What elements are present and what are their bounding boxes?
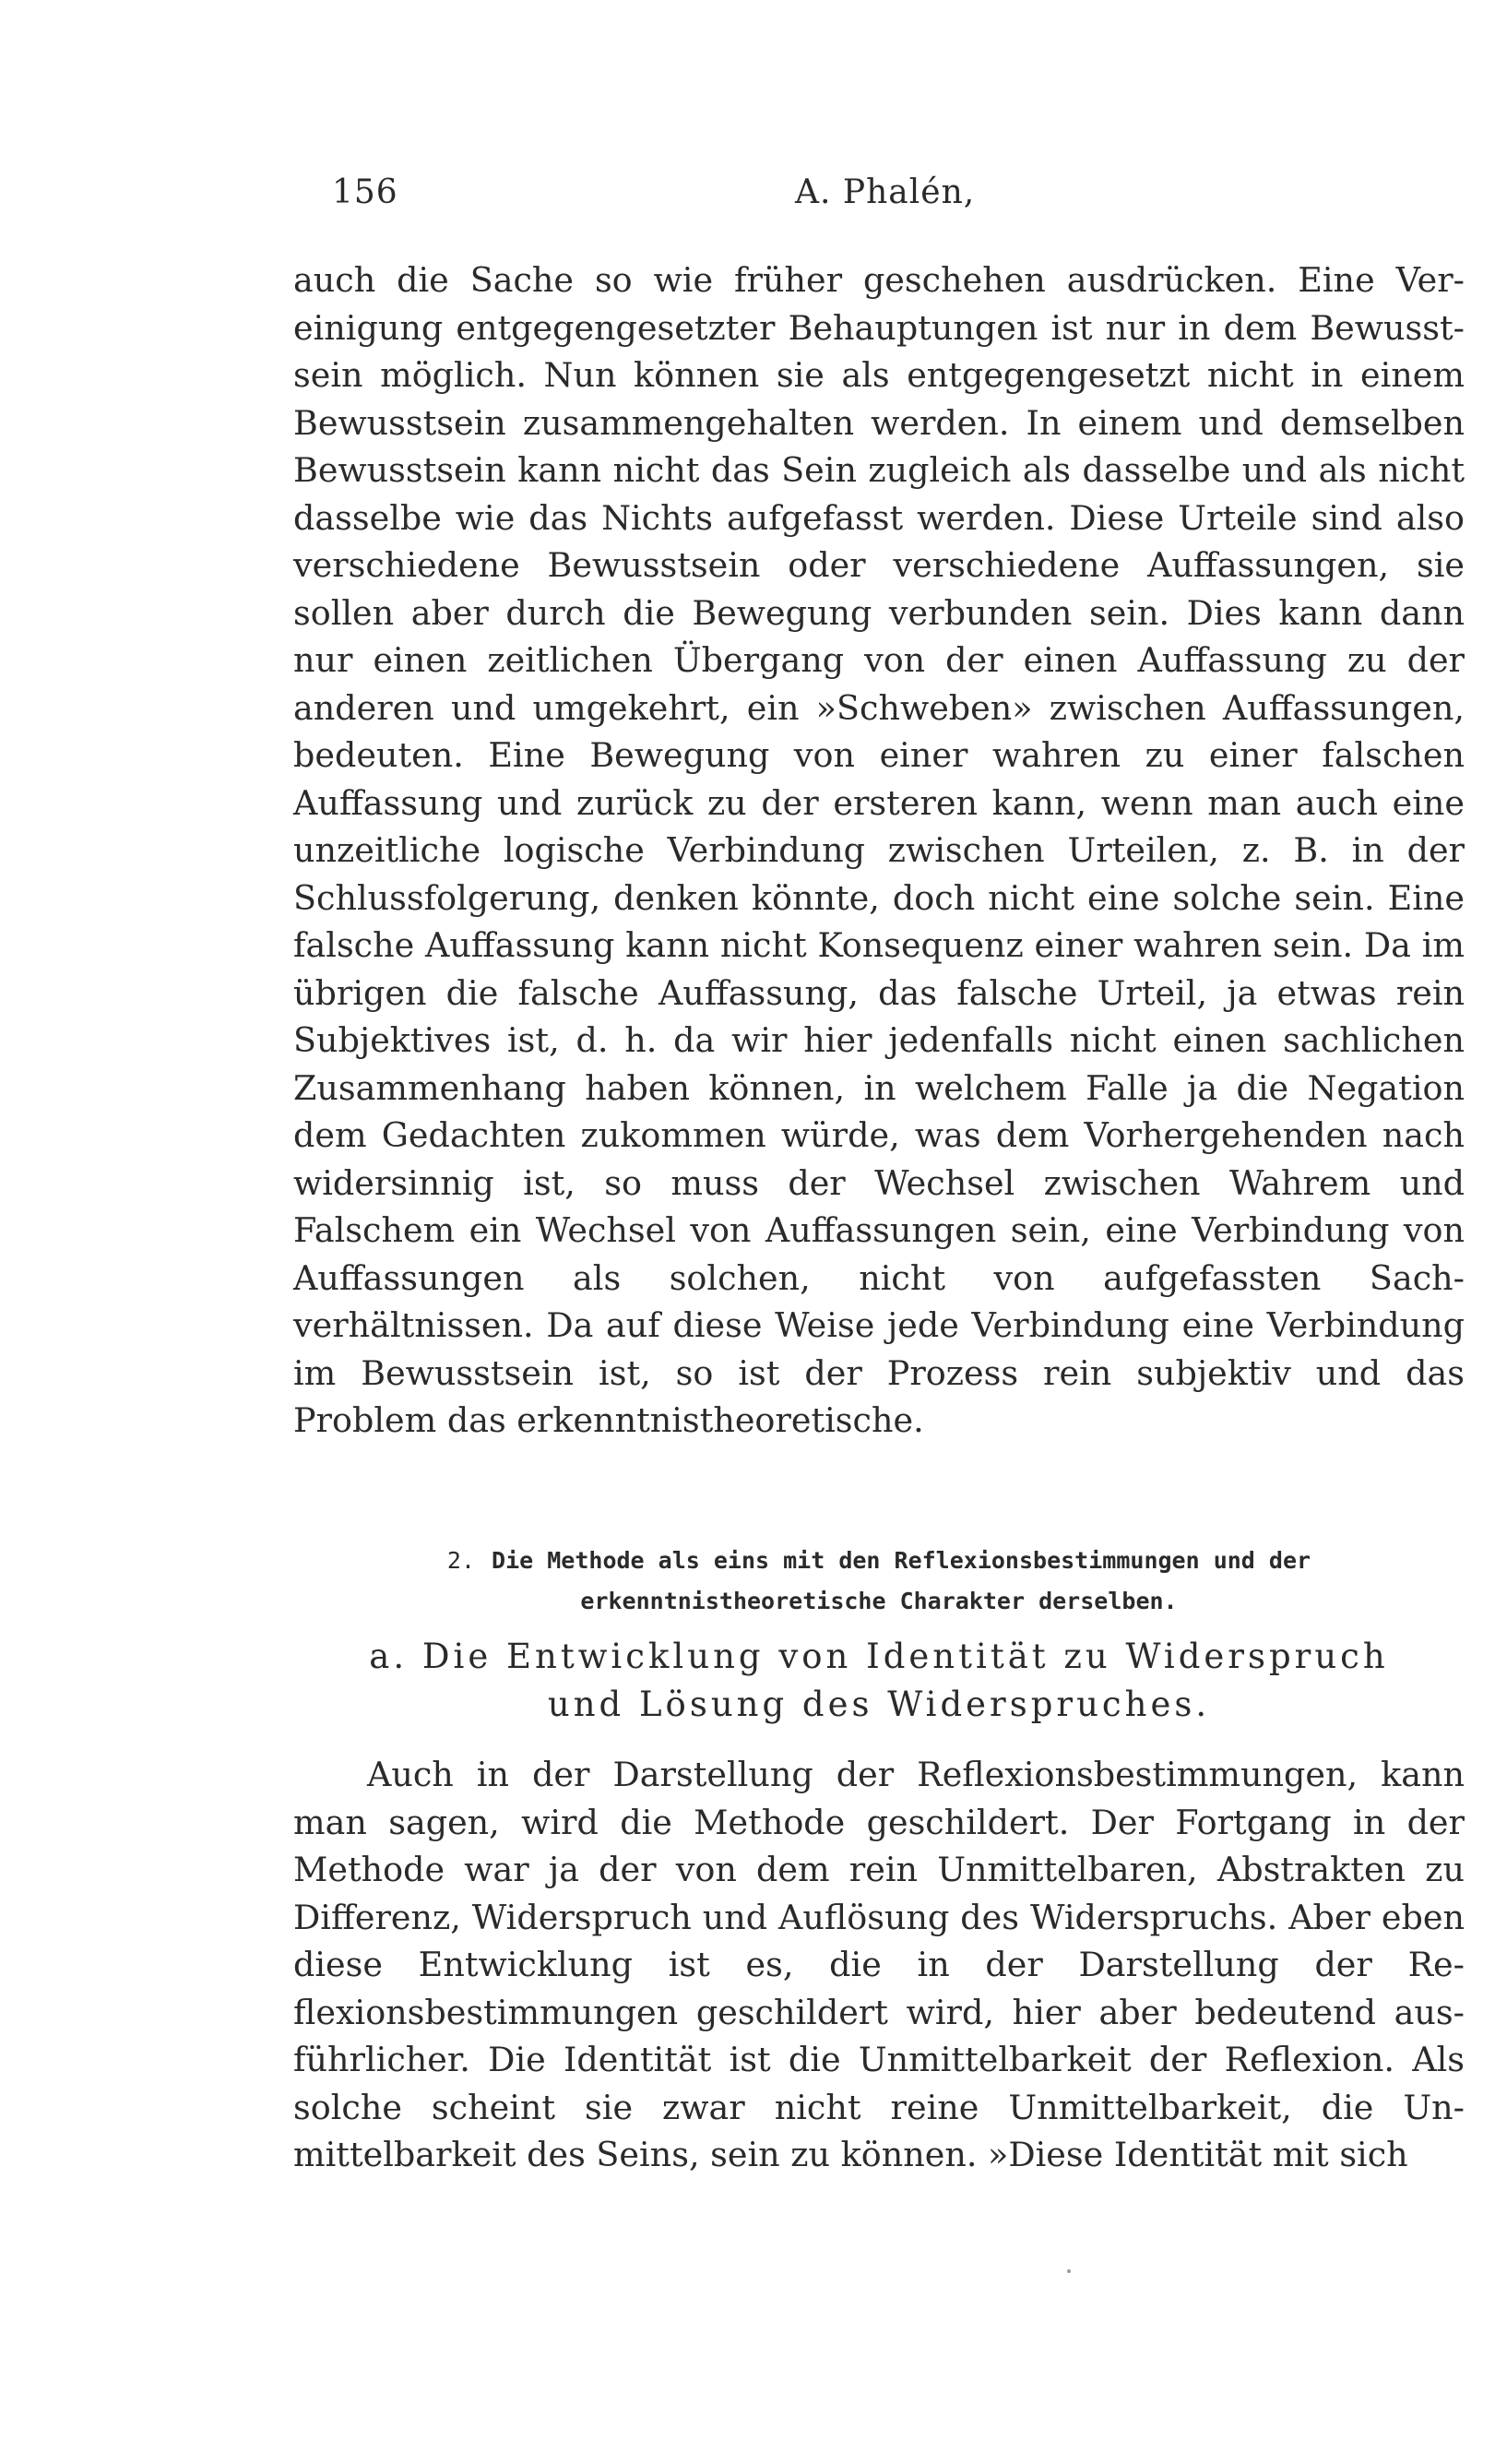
section-title-line-1: Die Methode als eins mit den Reflexionsbestimmungen und der [492, 1547, 1311, 1574]
subsection-heading-line-1 [293, 1633, 1465, 1681]
subsection-heading [293, 1633, 1465, 1729]
subsection-title-line-2: und Lösung des Widerspruches. [547, 1684, 1211, 1724]
body-paragraph-2 [293, 1751, 1465, 2179]
running-head [0, 173, 1495, 220]
scan-speck [1067, 2269, 1071, 2273]
paragraph-text: auch die Sache so wie früher geschehen ausdrücken. Eine Vereinigung entgegengesetzter Behauptungen ist nur in dem Bewusstsein möglich. Nun können sie als entgegengesetzt nicht in einem Bewusstsein zusammengehalten werden. In einem und demselben Bewusstsein kann nicht das Sein zugleich als dasselbe und als nicht dasselbe wie das Nichts aufgefasst werden. Diese Urteile sind also verschiedene Bewusstsein oder verschiedene Auffassungen, sie sollen aber durch die Bewegung verbunden sein. Dies kann dann nur einen zeitlichen Übergang von der einen Auffassung zu der anderen und umgekehrt, ein »Schweben» zwischen Auffassungen, bedeuten. Eine Bewegung von einer wahren zu einer falschen Auffassung und zurück zu der ersteren kann, wenn man auch eine unzeitliche logische Verbindung zwischen Urteilen, z. B. in der Schlussfolgerung, denken könnte, doch nicht eine solche sein. Eine falsche Auffassung kann nicht Konsequenz einer wahren sein. Da im übrigen die falsche Auffassung, das falsche Urteil, ja etwas rein Subjektives ist, d. h. da wir hier jedenfalls nicht einen sachlichen Zusammenhang haben können, in welchem Falle ja die Negation dem Gedachten zukommen würde, was dem Vorhergehenden nach widersinnig ist, so muss der Wechsel zwischen Wahrem und Falschem ein Wechsel von Auffassungen sein, eine Verbindung von Auffassungen als solchen, nicht von aufgefassten Sachverhältnissen. Da auf diese Weise jede Verbindung eine Verbindung im Bewusstsein ist, so ist der Prozess rein subjektiv und das Problem das erkenntnistheoretische. [293, 260, 1465, 1440]
page-number: 156 [332, 173, 398, 211]
section-heading [293, 1541, 1465, 1622]
section-heading-line-1 [293, 1541, 1465, 1581]
subsection-label: a. [369, 1637, 409, 1676]
subsection-title-line-1: Die Entwicklung von Identität zu Widerspruch [421, 1637, 1389, 1676]
body-paragraph-1 [293, 256, 1465, 1445]
section-number: 2. [446, 1547, 476, 1574]
paragraph-text: Auch in der Darstellung der Reflexionsbestimmungen, kann man sagen, wird die Methode geschildert. Der Fortgang in der Methode war ja der von dem rein Unmittelbaren, Abstrakten zu Differenz, Widerspruch und Auflösung des Widerspruchs. Aber eben diese Entwicklung ist es, die in der Darstellung der Reflexionsbestimmungen geschildert wird, hier aber bedeutend ausführlicher. Die Identität ist die Unmittelbarkeit der Reflexion. Als solche scheint sie zwar nicht reine Unmittelbarkeit, die Unmittelbarkeit des Seins, sein zu können. »Diese Identität mit sich [293, 1755, 1465, 2174]
running-title: A. Phalén, [795, 173, 976, 211]
section-title-line-2: erkenntnistheoretische Charakter derselben. [580, 1588, 1178, 1614]
